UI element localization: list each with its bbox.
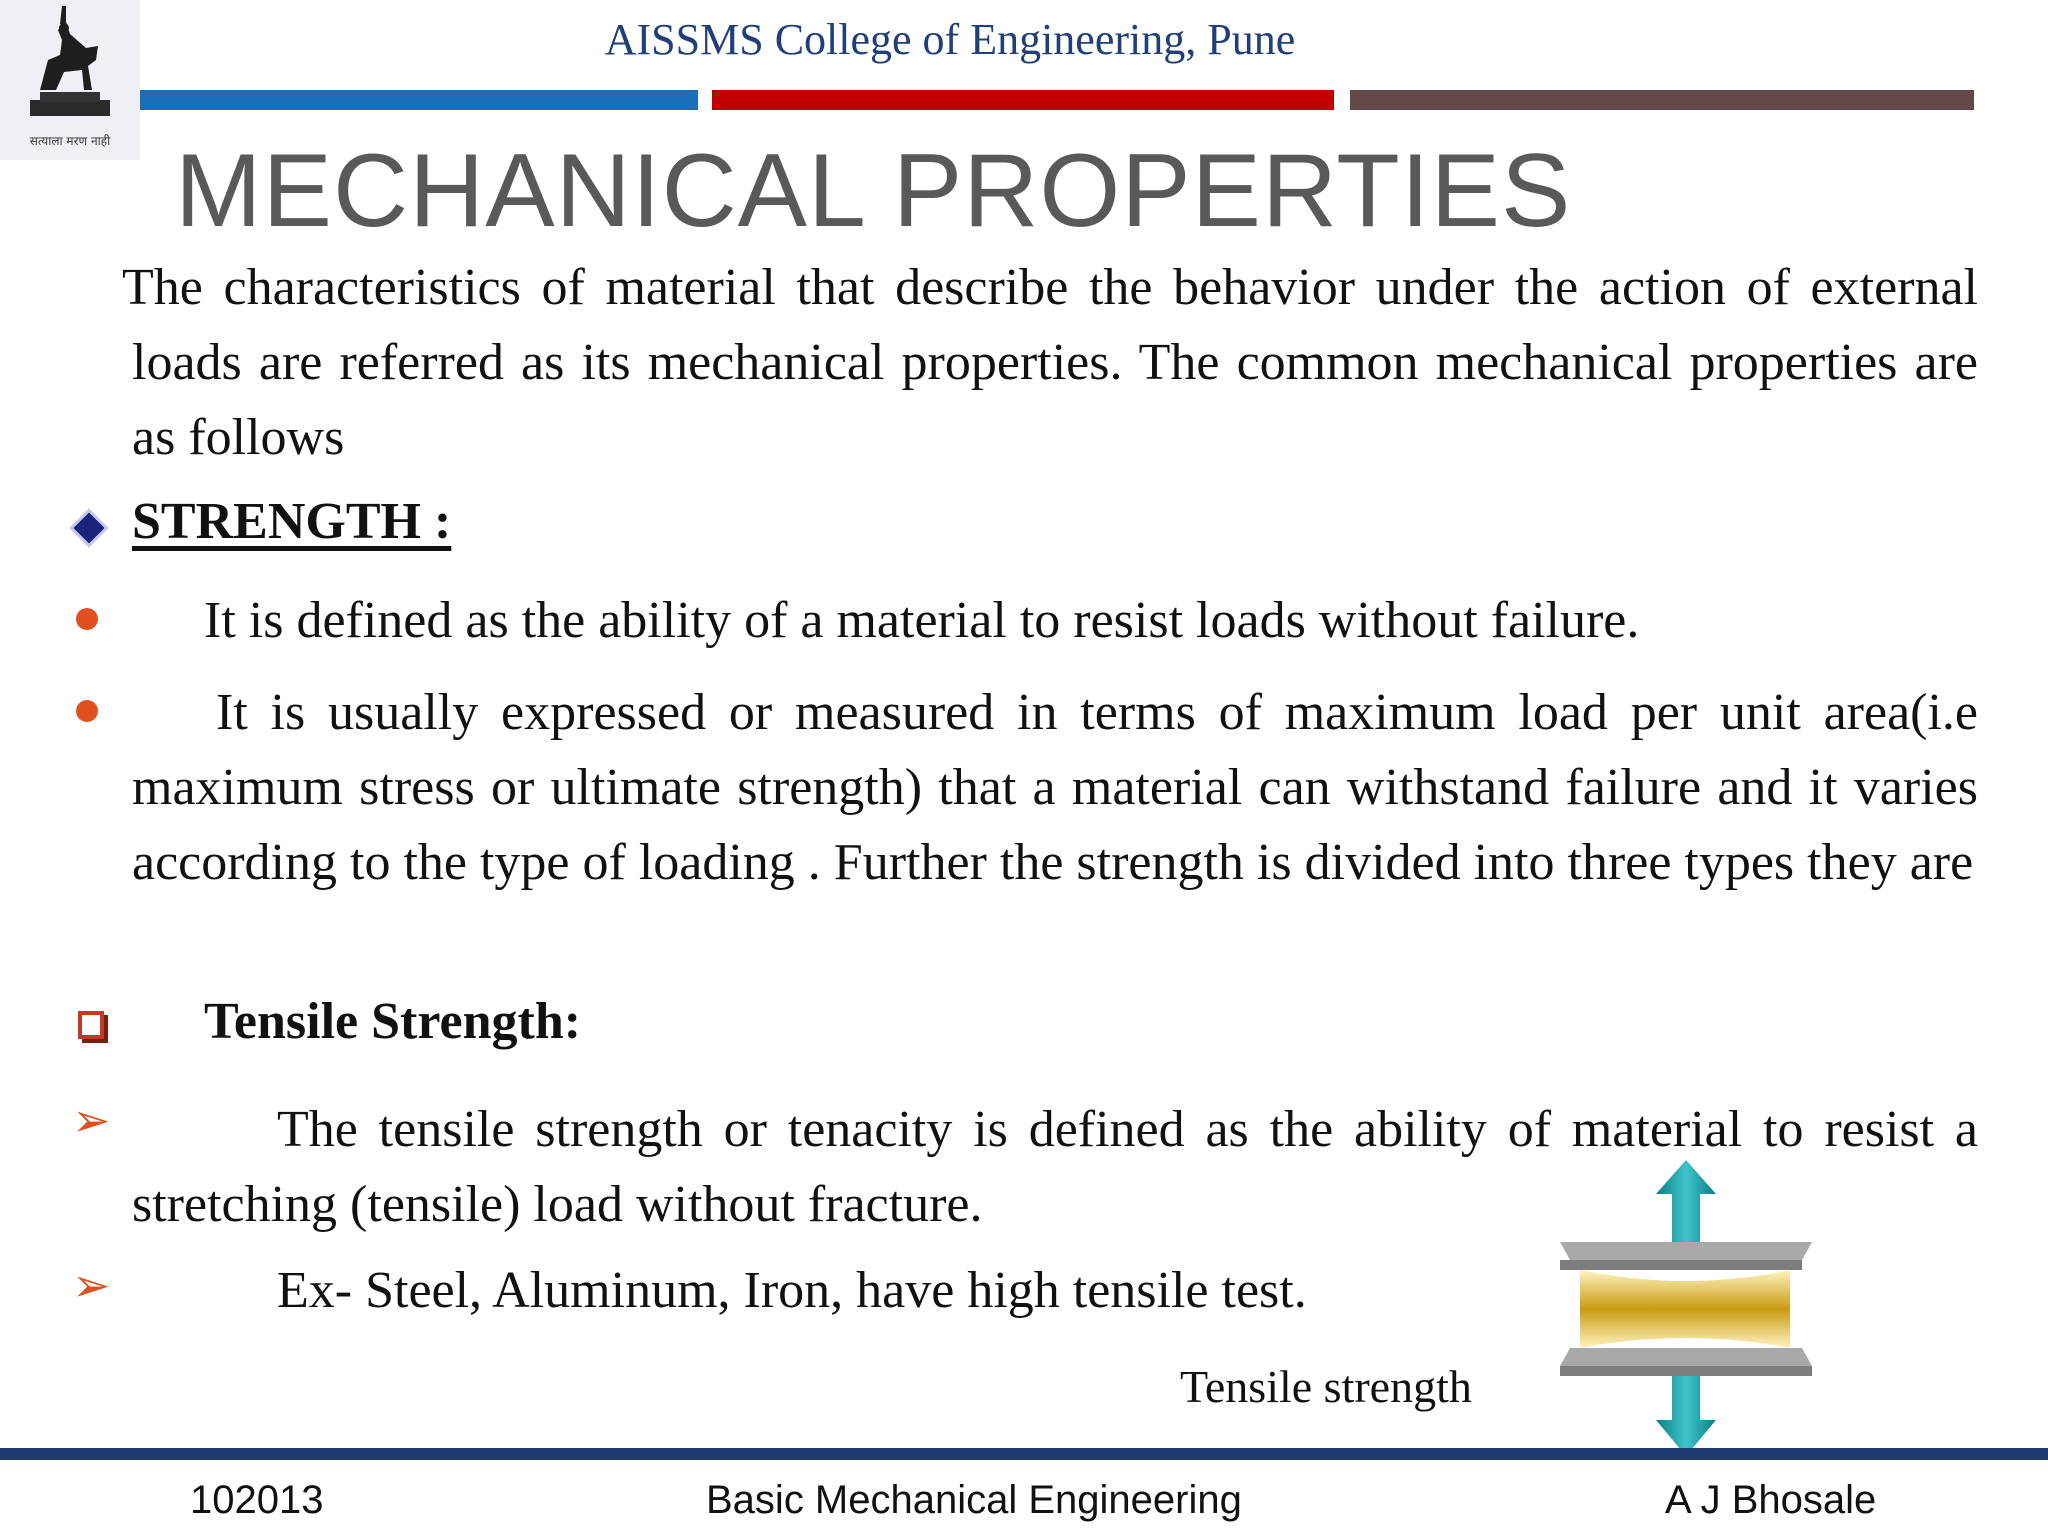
college-name: AISSMS College of Engineering, Pune: [604, 15, 1296, 64]
footer-course-name: Basic Mechanical Engineering: [706, 1478, 1242, 1522]
strength-bullet-2: It is usually expressed or measured in terms of maximum load per unit area(i.e maximum stress or ultimate strength) that a material can withstand failure and it varies according to the type of loading . Further the strength is divided into three types they are: [132, 684, 1978, 891]
footer-author: A J Bhosale: [1665, 1478, 1877, 1522]
diamond-bullet-icon: [73, 512, 104, 543]
tensile-strength-illustration: [1550, 1160, 1822, 1456]
horse-statue-icon: [0, 0, 140, 130]
footer-course-code: 102013: [190, 1478, 324, 1522]
down-arrow-icon: [1656, 1376, 1716, 1456]
slide-title: MECHANICAL PROPERTIES: [175, 133, 1572, 249]
tensile-heading: Tensile Strength:: [204, 993, 582, 1050]
tensile-bullet-2: Ex- Steel, Aluminum, Iron, have high tensile test.: [277, 1262, 1307, 1319]
header-bar-red: [712, 90, 1334, 110]
footer-divider: [0, 1448, 2048, 1460]
dot-bullet-icon: [76, 700, 98, 722]
arrow-bullet-icon: ➢: [72, 1258, 111, 1312]
header-bar-blue: [140, 90, 698, 110]
header-bar-brown: [1350, 90, 1974, 110]
logo-motto: सत्याला मरण नाही: [29, 134, 111, 148]
intro-paragraph: The characteristics of material that describe the behavior under the action of external loads are referred as its mechanical properties. The common mechanical properties are as follows: [122, 259, 1978, 466]
strength-bullet-1: It is defined as the ability of a material to resist loads without failure.: [204, 592, 1640, 649]
college-logo: [0, 0, 140, 160]
strength-heading: STRENGTH :: [132, 493, 452, 550]
arrow-bullet-icon: ➢: [72, 1093, 111, 1147]
up-arrow-icon: [1656, 1160, 1716, 1246]
tensile-bullet-1: The tensile strength or tenacity is defined as the ability of material to resist a stretching (tensile) load without fracture.: [132, 1101, 1978, 1233]
square-bullet-icon: [78, 1011, 104, 1039]
figure-caption: Tensile strength: [1180, 1361, 1472, 1412]
dot-bullet-icon: [76, 608, 98, 630]
